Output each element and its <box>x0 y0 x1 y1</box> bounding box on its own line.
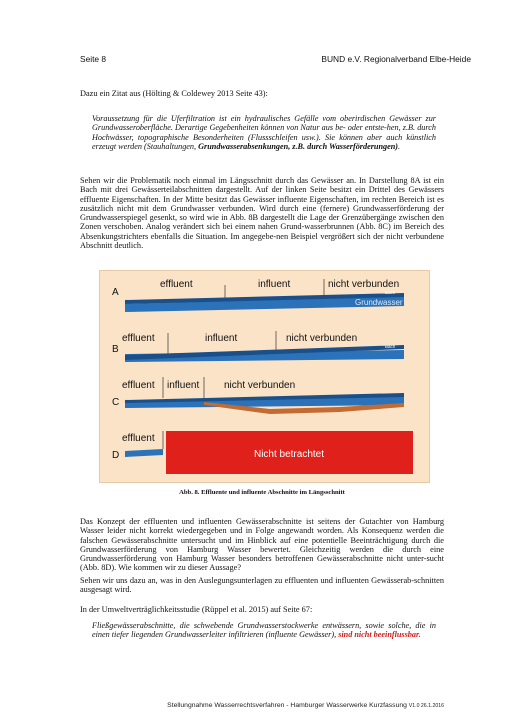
figure-caption: Abb. 8. Effluente und influente Abschnitte im Längsschnitt <box>179 489 345 496</box>
page-footer <box>80 702 444 709</box>
quote-hoelting <box>92 114 436 151</box>
row-letter-a: A <box>112 287 119 298</box>
row-b-label-nicht-verbunden: nicht verbunden <box>286 333 358 344</box>
paragraph-konzept: Das Konzept der effluenten und influenten Gewässerabschnitte ist seitens der Gutachter von Hamburg Wasser leider nicht korrekt wiedergegeben und in Folge angewandt worden. Als Konsequenz werden die falschen Gewässerabschnitte untersucht und im Hinblick auf eine potentielle Beeinträchtigung durch die Grundwasserförderung von Hamburg Wasser bewertet. Gleichzeitig werden die durch eine Grundwasserförderung von Hamburg Wasser besonders betroffenen Gewässerabschnitte nicht unter-sucht (Abb. 8D). Wie kommen wir zu dieser Aussage? <box>80 517 444 573</box>
quote-hoelting-text: Voraussetzung für die Uferfiltration ist ein hydraulisches Gefälle vom oberirdischen Gewässer zur Grundwasseroberfläche. Derartige Gegebenheiten können von Natur aus be- oder entste-hen, z.B. durch Hochwässer, topographische Besonderheiten (Flussschleifen usw.). Sie können aber auch künstlich erzeugt werden (Stauhaltungen, <box>92 114 436 151</box>
row-c-label-influent: influent <box>167 380 200 391</box>
row-letter-b: B <box>112 344 119 355</box>
quote-hoelting-end: . <box>398 141 401 151</box>
row-a-label-influent: influent <box>258 279 291 290</box>
row-d-label-effluent: effluent <box>122 433 155 444</box>
row-letter-c: C <box>112 397 120 408</box>
row-c-label-effluent: effluent <box>122 380 155 391</box>
paragraph-laengsschnitt: Sehen wir die Problematik noch einmal im Längsschnitt durch das Gewässer an. In Darstellung 8A ist ein Bach mit drei Gewässerteilabschnitten dargestellt. Auf der linken Seite besitzt ein Drittel des Gewässers effluente Eigenschaften. In der Mitte besitzt das Gewässer influente Eigenschaften, im rechten Bereich ist es zusätzlich nicht mit dem Grundwasser verbunden. Wird durch eine (fernere) Grundwasserförderung der Grundwasserspiegel gesenkt, so wird wie in Abb. 8B dargestellt die Lage der Grenzübergänge zwischen den Zonen verschoben. Analog verändert sich bei einem nahen Grund-wasserbrunnen (Abb. 8C) im Bereich des Absenkungstrichters ebenfalls die Situation. Im angegebe-nen Beispiel vergrößert sich der nicht verbundene Abschnitt deutlich. <box>80 176 444 251</box>
page-header <box>80 54 471 68</box>
row-b-label-influent: influent <box>205 333 238 344</box>
row-a-label-nicht-verbunden: nicht verbunden <box>328 279 400 290</box>
quote-uvs-text: Fließgewässerabschnitte, die schwebende Grundwasserstockwerke entwässern, sowie solche, die in einen tiefer liegenden Grundwasserleiter infiltrieren (influente Gewässer), <box>92 621 436 640</box>
row-c-label-nicht-verbunden: nicht verbunden <box>224 380 296 391</box>
quote-hoelting-bold: Grundwasserabsenkungen, z.B. durch Wasserförderungen) <box>198 141 399 151</box>
paragraph-auslegungsunterlagen: Sehen wir uns dazu an, was in den Auslegungsunterlagen zu effluenten und influenten Gewässerab-schnitten ausgesagt wird. <box>80 576 444 595</box>
organization-name: BUND e.V. Regionalverband Elbe-Heide <box>321 54 471 64</box>
footer-version: V1.0 26.1.2016 <box>408 703 444 709</box>
paragraph-uvs: In der Umweltverträglichkeitsstudie (Rüppel et al. 2015) auf Seite 67: <box>80 605 313 614</box>
figure-8-diagram <box>100 271 429 482</box>
row-a-label-effluent: effluent <box>160 279 193 290</box>
intro-line: Dazu ein Zitat aus (Hölting & Coldewey 2013 Seite 43): <box>80 89 268 98</box>
page-number: Seite 8 <box>80 54 107 64</box>
row-b-bach-label: Bach <box>385 344 396 349</box>
row-b-label-effluent: effluent <box>122 333 155 344</box>
row-a-grundwasser-label: Grundwasser <box>355 298 403 307</box>
quote-uvs-red: sind nicht beeinflussbar. <box>338 630 421 640</box>
row-d-groundwater <box>125 449 163 457</box>
figure-8 <box>99 270 430 483</box>
footer-text: Stellungnahme Wasserrechtsverfahren - Hamburger Wasserwerke Kurzfassung <box>167 702 409 709</box>
row-letter-d: D <box>112 450 120 461</box>
row-a-bach-label: Bach <box>385 290 396 295</box>
quote-uvs <box>92 621 436 640</box>
row-d-not-considered-label: Nicht betrachtet <box>253 449 325 460</box>
